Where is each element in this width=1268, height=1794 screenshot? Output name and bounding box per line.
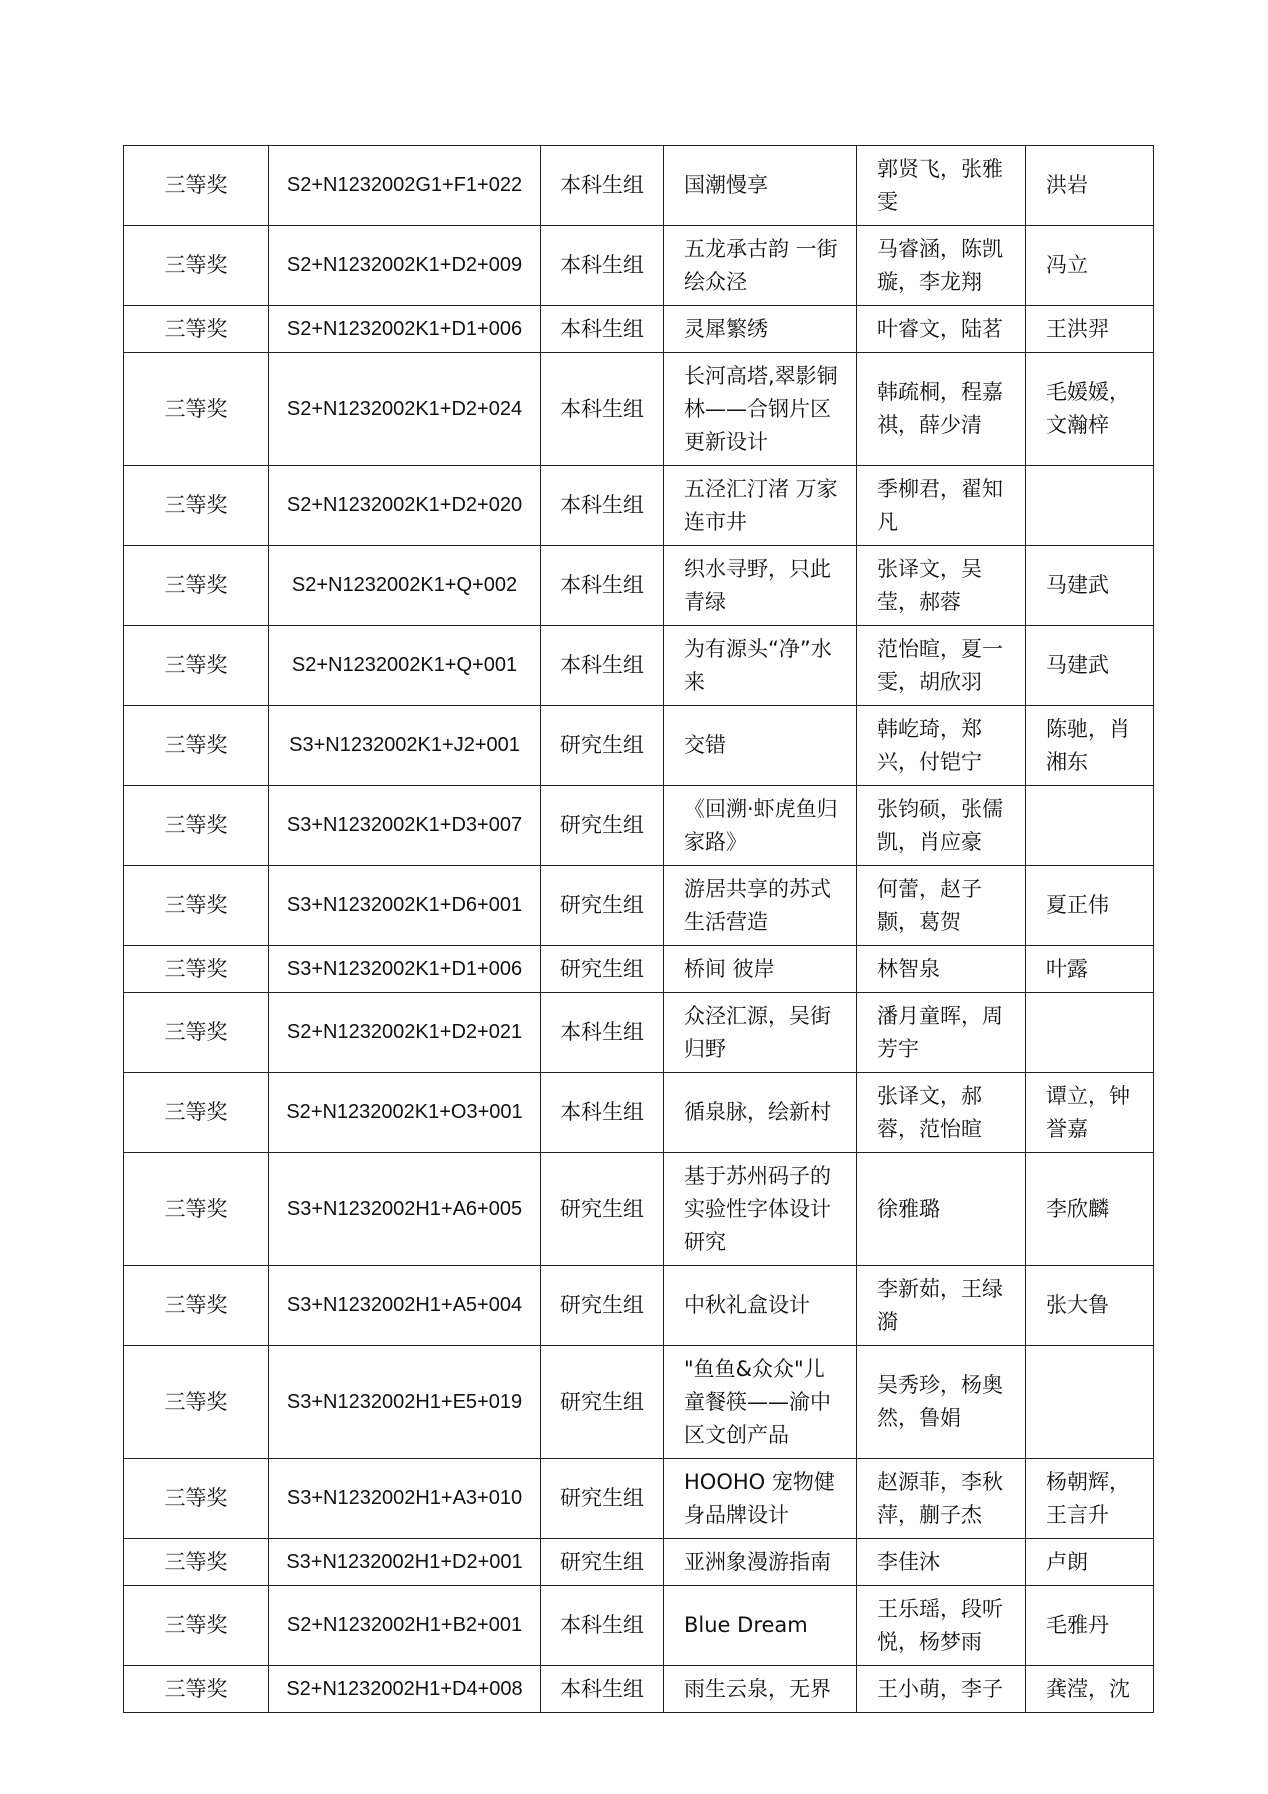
advisor-cell (1026, 866, 1154, 946)
code-cell-text: S2+N1232002K1+D2+024 (286, 397, 523, 420)
code-cell-text: S2+N1232002K1+D1+006 (286, 317, 523, 340)
title-cell-text: 基于苏州码子的实验性字体设计研究 (684, 1163, 831, 1254)
group-cell-text: 本科生组 (560, 253, 644, 277)
group-cell-text: 本科生组 (560, 1613, 644, 1637)
group-cell (541, 1539, 664, 1586)
members-cell-text: 林智泉 (877, 956, 940, 981)
advisor-cell (1026, 993, 1154, 1073)
advisor-cell-text: 李欣麟 (1046, 1196, 1109, 1221)
title-cell (664, 1586, 857, 1666)
title-cell-text: 灵犀繁绣 (684, 316, 768, 341)
code-cell (269, 786, 541, 866)
code-cell (269, 866, 541, 946)
code-cell-text: S3+N1232002K1+D3+007 (286, 814, 523, 836)
group-cell (541, 946, 664, 993)
members-cell-text: 张译文，吴莹，郝蓉 (877, 556, 982, 614)
title-cell-text: 为有源头“净”水来 (684, 636, 832, 694)
table-row (124, 1666, 1154, 1713)
table-row (124, 1266, 1154, 1346)
award-cell (124, 306, 269, 353)
group-cell (541, 1266, 664, 1346)
members-cell-text: 何蕾，赵子颢，葛贺 (877, 876, 982, 934)
group-cell (541, 353, 664, 466)
title-cell (664, 946, 857, 993)
advisor-cell (1026, 1459, 1154, 1539)
code-cell-text: S2+N1232002G1+F1+022 (286, 174, 523, 196)
code-cell (269, 306, 541, 353)
award-cell (124, 353, 269, 466)
members-cell-text: 马睿涵，陈凯璇，李龙翔 (877, 236, 1003, 294)
code-cell-text: S2+N1232002K1+D2+021 (286, 1021, 523, 1043)
members-cell-text: 赵源菲，李秋萍，蒯子杰 (877, 1469, 1003, 1527)
group-cell (541, 786, 664, 866)
award-cell (124, 786, 269, 866)
award-cell-text: 三等奖 (164, 173, 228, 197)
award-cell-text: 三等奖 (164, 813, 228, 837)
code-cell-text: S3+N1232002K1+D1+006 (286, 957, 523, 980)
members-cell-text: 韩疏桐，程嘉祺，薛少清 (877, 380, 1003, 437)
group-cell (541, 466, 664, 546)
award-cell-text: 三等奖 (164, 573, 228, 597)
advisor-cell (1026, 353, 1154, 466)
advisor-cell-text: 叶露 (1046, 956, 1088, 981)
table-row (124, 546, 1154, 626)
award-cell-text: 三等奖 (164, 493, 228, 517)
members-cell (857, 1073, 1026, 1153)
award-cell (124, 1346, 269, 1459)
table-row (124, 946, 1154, 993)
award-cell-text: 三等奖 (164, 1486, 228, 1510)
group-cell-text: 本科生组 (560, 316, 644, 341)
members-cell-text: 李新茹，王绿漪 (877, 1276, 1003, 1334)
award-cell-text: 三等奖 (164, 1676, 228, 1701)
award-cell (124, 1586, 269, 1666)
code-cell (269, 466, 541, 546)
members-cell (857, 946, 1026, 993)
advisor-cell-text: 陈驰，肖湘东 (1046, 716, 1130, 774)
group-cell-text: 研究生组 (560, 1549, 644, 1574)
advisor-cell (1026, 1586, 1154, 1666)
group-cell (541, 1346, 664, 1459)
advisor-cell-text: 夏正伟 (1046, 893, 1109, 917)
members-cell (857, 1266, 1026, 1346)
title-cell (664, 466, 857, 546)
advisor-cell (1026, 1666, 1154, 1713)
code-cell (269, 546, 541, 626)
advisor-cell-text: 杨朝辉，王言升 (1046, 1469, 1130, 1527)
advisor-cell (1026, 146, 1154, 226)
award-cell-text: 三等奖 (164, 956, 228, 981)
award-cell (124, 706, 269, 786)
members-cell (857, 706, 1026, 786)
code-cell-text: S3+N1232002H1+A6+005 (286, 1197, 523, 1220)
title-cell (664, 786, 857, 866)
title-cell (664, 626, 857, 706)
award-cell (124, 866, 269, 946)
members-cell (857, 1346, 1026, 1459)
code-cell-text: S2+N1232002K1+O3+001 (286, 1101, 523, 1123)
title-cell-text: 亚洲象漫游指南 (684, 1549, 831, 1574)
title-cell-text: 游居共享的苏式生活营造 (684, 876, 831, 934)
members-cell (857, 626, 1026, 706)
award-cell-text: 三等奖 (164, 316, 228, 341)
advisor-cell-text: 张大鲁 (1046, 1293, 1109, 1317)
members-cell-text: 季柳君，翟知凡 (877, 476, 1003, 534)
members-cell (857, 1666, 1026, 1713)
code-cell-text: S2+N1232002H1+B2+001 (286, 1614, 523, 1636)
award-cell (124, 626, 269, 706)
table-row (124, 1346, 1154, 1459)
advisor-cell-text: 马建武 (1046, 573, 1109, 597)
title-cell (664, 1666, 857, 1713)
code-cell (269, 993, 541, 1073)
awards-table-container (123, 145, 1153, 1713)
code-cell-text: S2+N1232002K1+D2+009 (286, 254, 523, 276)
group-cell (541, 1666, 664, 1713)
members-cell (857, 306, 1026, 353)
advisor-cell-text: 马建武 (1046, 653, 1109, 677)
advisor-cell (1026, 786, 1154, 866)
group-cell (541, 306, 664, 353)
code-cell (269, 626, 541, 706)
group-cell (541, 626, 664, 706)
table-row (124, 353, 1154, 466)
table-row (124, 786, 1154, 866)
group-cell-text: 研究生组 (560, 813, 644, 837)
members-cell (857, 866, 1026, 946)
table-row (124, 146, 1154, 226)
title-cell-text: 桥间 彼岸 (684, 956, 775, 981)
members-cell-text: 叶睿文，陆茗 (877, 316, 1003, 341)
advisor-cell-text: 卢朗 (1046, 1549, 1088, 1574)
code-cell (269, 1346, 541, 1459)
table-row (124, 866, 1154, 946)
title-cell-text: Blue Dream (684, 1613, 808, 1637)
table-row (124, 306, 1154, 353)
group-cell (541, 1586, 664, 1666)
title-cell-text: 《回溯·虾虎鱼归家路》 (684, 796, 838, 854)
code-cell (269, 353, 541, 466)
members-cell-text: 王乐瑶，段听悦，杨梦雨 (877, 1596, 1003, 1654)
members-cell (857, 1459, 1026, 1539)
code-cell-text: S2+N1232002K1+Q+001 (291, 654, 518, 676)
group-cell-text: 研究生组 (560, 1196, 644, 1221)
table-row (124, 1459, 1154, 1539)
table-row (124, 626, 1154, 706)
title-cell (664, 1346, 857, 1459)
group-cell-text: 研究生组 (560, 733, 644, 757)
code-cell (269, 706, 541, 786)
award-cell (124, 946, 269, 993)
advisor-cell (1026, 466, 1154, 546)
award-cell (124, 1266, 269, 1346)
title-cell-text: 织水寻野，只此青绿 (684, 556, 831, 614)
group-cell-text: 本科生组 (560, 1100, 644, 1124)
title-cell-text: 五龙承古韵 一街绘众泾 (684, 236, 838, 294)
code-cell (269, 226, 541, 306)
group-cell-text: 研究生组 (560, 1486, 644, 1510)
group-cell-text: 本科生组 (560, 493, 644, 517)
award-cell (124, 226, 269, 306)
award-cell-text: 三等奖 (164, 733, 228, 757)
title-cell (664, 1266, 857, 1346)
group-cell-text: 本科生组 (560, 573, 644, 597)
title-cell-text: 雨生云泉，无界 (684, 1676, 831, 1701)
title-cell (664, 1073, 857, 1153)
code-cell-text: S3+N1232002K1+J2+001 (289, 734, 520, 756)
award-cell (124, 466, 269, 546)
code-cell-text: S3+N1232002H1+E5+019 (286, 1390, 523, 1413)
award-cell (124, 1539, 269, 1586)
award-cell-text: 三等奖 (164, 1020, 228, 1044)
advisor-cell-text: 毛媛媛，文瀚梓 (1046, 380, 1130, 437)
advisor-cell-text: 洪岩 (1046, 173, 1088, 197)
members-cell-text: 徐雅璐 (877, 1196, 940, 1221)
table-row (124, 226, 1154, 306)
group-cell-text: 研究生组 (560, 956, 644, 981)
advisor-cell-text: 王洪羿 (1046, 316, 1109, 341)
awards-table (123, 145, 1154, 1713)
group-cell (541, 1073, 664, 1153)
members-cell-text: 范怡暄，夏一雯，胡欣羽 (877, 636, 1003, 694)
title-cell (664, 1459, 857, 1539)
title-cell-text: 五泾汇汀渚 万家连市井 (684, 476, 838, 534)
members-cell-text: 王小萌，李子 (877, 1676, 1003, 1701)
award-cell-text: 三等奖 (164, 1293, 228, 1317)
advisor-cell (1026, 1539, 1154, 1586)
members-cell (857, 1153, 1026, 1266)
code-cell-text: S3+N1232002H1+A5+004 (286, 1294, 523, 1316)
title-cell-text: 循泉脉，绘新村 (684, 1100, 831, 1124)
members-cell-text: 李佳沐 (877, 1549, 940, 1574)
award-cell-text: 三等奖 (164, 1196, 228, 1221)
group-cell-text: 研究生组 (560, 1293, 644, 1317)
award-cell (124, 1153, 269, 1266)
title-cell-text: 长河高塔,翠影铜林——合钢片区更新设计 (684, 363, 838, 454)
award-cell (124, 546, 269, 626)
title-cell (664, 306, 857, 353)
code-cell-text: S3+N1232002K1+D6+001 (286, 894, 523, 916)
code-cell-text: S2+N1232002K1+D2+020 (286, 494, 523, 516)
title-cell (664, 993, 857, 1073)
award-cell-text: 三等奖 (164, 253, 228, 277)
advisor-cell-text: 龚滢，沈 (1046, 1676, 1130, 1701)
advisor-cell (1026, 546, 1154, 626)
award-cell-text: 三等奖 (164, 1389, 228, 1414)
members-cell (857, 786, 1026, 866)
members-cell-text: 潘月童晖，周芳宇 (877, 1003, 1003, 1061)
advisor-cell-text: 冯立 (1046, 253, 1088, 277)
table-row (124, 993, 1154, 1073)
award-cell-text: 三等奖 (164, 653, 228, 677)
advisor-cell (1026, 306, 1154, 353)
group-cell (541, 546, 664, 626)
advisor-cell (1026, 1346, 1154, 1459)
award-cell-text: 三等奖 (164, 893, 228, 917)
award-cell (124, 993, 269, 1073)
members-cell-text: 吴秀珍，杨奥然，鲁娟 (877, 1373, 1003, 1430)
award-cell (124, 1073, 269, 1153)
table-row (124, 1073, 1154, 1153)
title-cell (664, 866, 857, 946)
members-cell (857, 1539, 1026, 1586)
award-cell (124, 146, 269, 226)
code-cell-text: S2+N1232002K1+Q+002 (291, 574, 518, 596)
group-cell (541, 1459, 664, 1539)
award-cell-text: 三等奖 (164, 1613, 228, 1637)
advisor-cell (1026, 1153, 1154, 1266)
advisor-cell (1026, 1266, 1154, 1346)
award-cell-text: 三等奖 (164, 1100, 228, 1124)
title-cell (664, 146, 857, 226)
group-cell (541, 706, 664, 786)
code-cell-text: S3+N1232002H1+D2+001 (286, 1550, 523, 1573)
title-cell (664, 1153, 857, 1266)
members-cell (857, 466, 1026, 546)
award-cell-text: 三等奖 (164, 396, 228, 421)
title-cell-text: "鱼鱼&众众"儿童餐筷——渝中区文创产品 (684, 1356, 831, 1447)
title-cell (664, 1539, 857, 1586)
code-cell (269, 1073, 541, 1153)
table-row (124, 1586, 1154, 1666)
group-cell-text: 本科生组 (560, 653, 644, 677)
title-cell (664, 226, 857, 306)
group-cell-text: 本科生组 (560, 173, 644, 197)
table-row (124, 466, 1154, 546)
group-cell-text: 研究生组 (560, 1389, 644, 1414)
members-cell (857, 1586, 1026, 1666)
code-cell (269, 1586, 541, 1666)
code-cell-text: S3+N1232002H1+A3+010 (286, 1487, 523, 1509)
members-cell-text: 张译文，郝蓉，范怡暄 (877, 1083, 982, 1141)
code-cell (269, 946, 541, 993)
members-cell (857, 146, 1026, 226)
members-cell (857, 226, 1026, 306)
title-cell-text: HOOHO 宠物健身品牌设计 (684, 1469, 835, 1527)
group-cell-text: 研究生组 (560, 893, 644, 917)
group-cell-text: 本科生组 (560, 1676, 644, 1701)
code-cell (269, 1539, 541, 1586)
table-row (124, 706, 1154, 786)
code-cell-text: S2+N1232002H1+D4+008 (286, 1677, 523, 1700)
advisor-cell (1026, 946, 1154, 993)
group-cell (541, 866, 664, 946)
members-cell-text: 郭贤飞，张雅雯 (877, 156, 1003, 214)
members-cell (857, 993, 1026, 1073)
advisor-cell-text: 谭立，钟誉嘉 (1046, 1083, 1130, 1141)
advisor-cell (1026, 226, 1154, 306)
title-cell-text: 国潮慢享 (684, 173, 768, 197)
title-cell-text: 众泾汇源，吴街归野 (684, 1003, 831, 1061)
title-cell-text: 交错 (684, 733, 726, 757)
awards-table-body (124, 146, 1154, 1713)
group-cell-text: 本科生组 (560, 1020, 644, 1044)
title-cell (664, 706, 857, 786)
award-cell-text: 三等奖 (164, 1549, 228, 1574)
award-cell (124, 1666, 269, 1713)
table-row (124, 1153, 1154, 1266)
code-cell (269, 1666, 541, 1713)
advisor-cell (1026, 1073, 1154, 1153)
code-cell (269, 1266, 541, 1346)
advisor-cell (1026, 626, 1154, 706)
title-cell (664, 546, 857, 626)
award-cell (124, 1459, 269, 1539)
code-cell (269, 1153, 541, 1266)
members-cell (857, 353, 1026, 466)
group-cell-text: 本科生组 (560, 396, 644, 421)
members-cell-text: 张钧硕，张儒凯，肖应豪 (877, 796, 1003, 854)
group-cell (541, 146, 664, 226)
title-cell-text: 中秋礼盒设计 (684, 1293, 810, 1317)
code-cell (269, 1459, 541, 1539)
advisor-cell (1026, 706, 1154, 786)
title-cell (664, 353, 857, 466)
group-cell (541, 226, 664, 306)
members-cell (857, 546, 1026, 626)
code-cell (269, 146, 541, 226)
group-cell (541, 1153, 664, 1266)
advisor-cell-text: 毛雅丹 (1046, 1613, 1109, 1637)
group-cell (541, 993, 664, 1073)
members-cell-text: 韩屹琦，郑兴，付铠宁 (877, 716, 982, 774)
table-row (124, 1539, 1154, 1586)
